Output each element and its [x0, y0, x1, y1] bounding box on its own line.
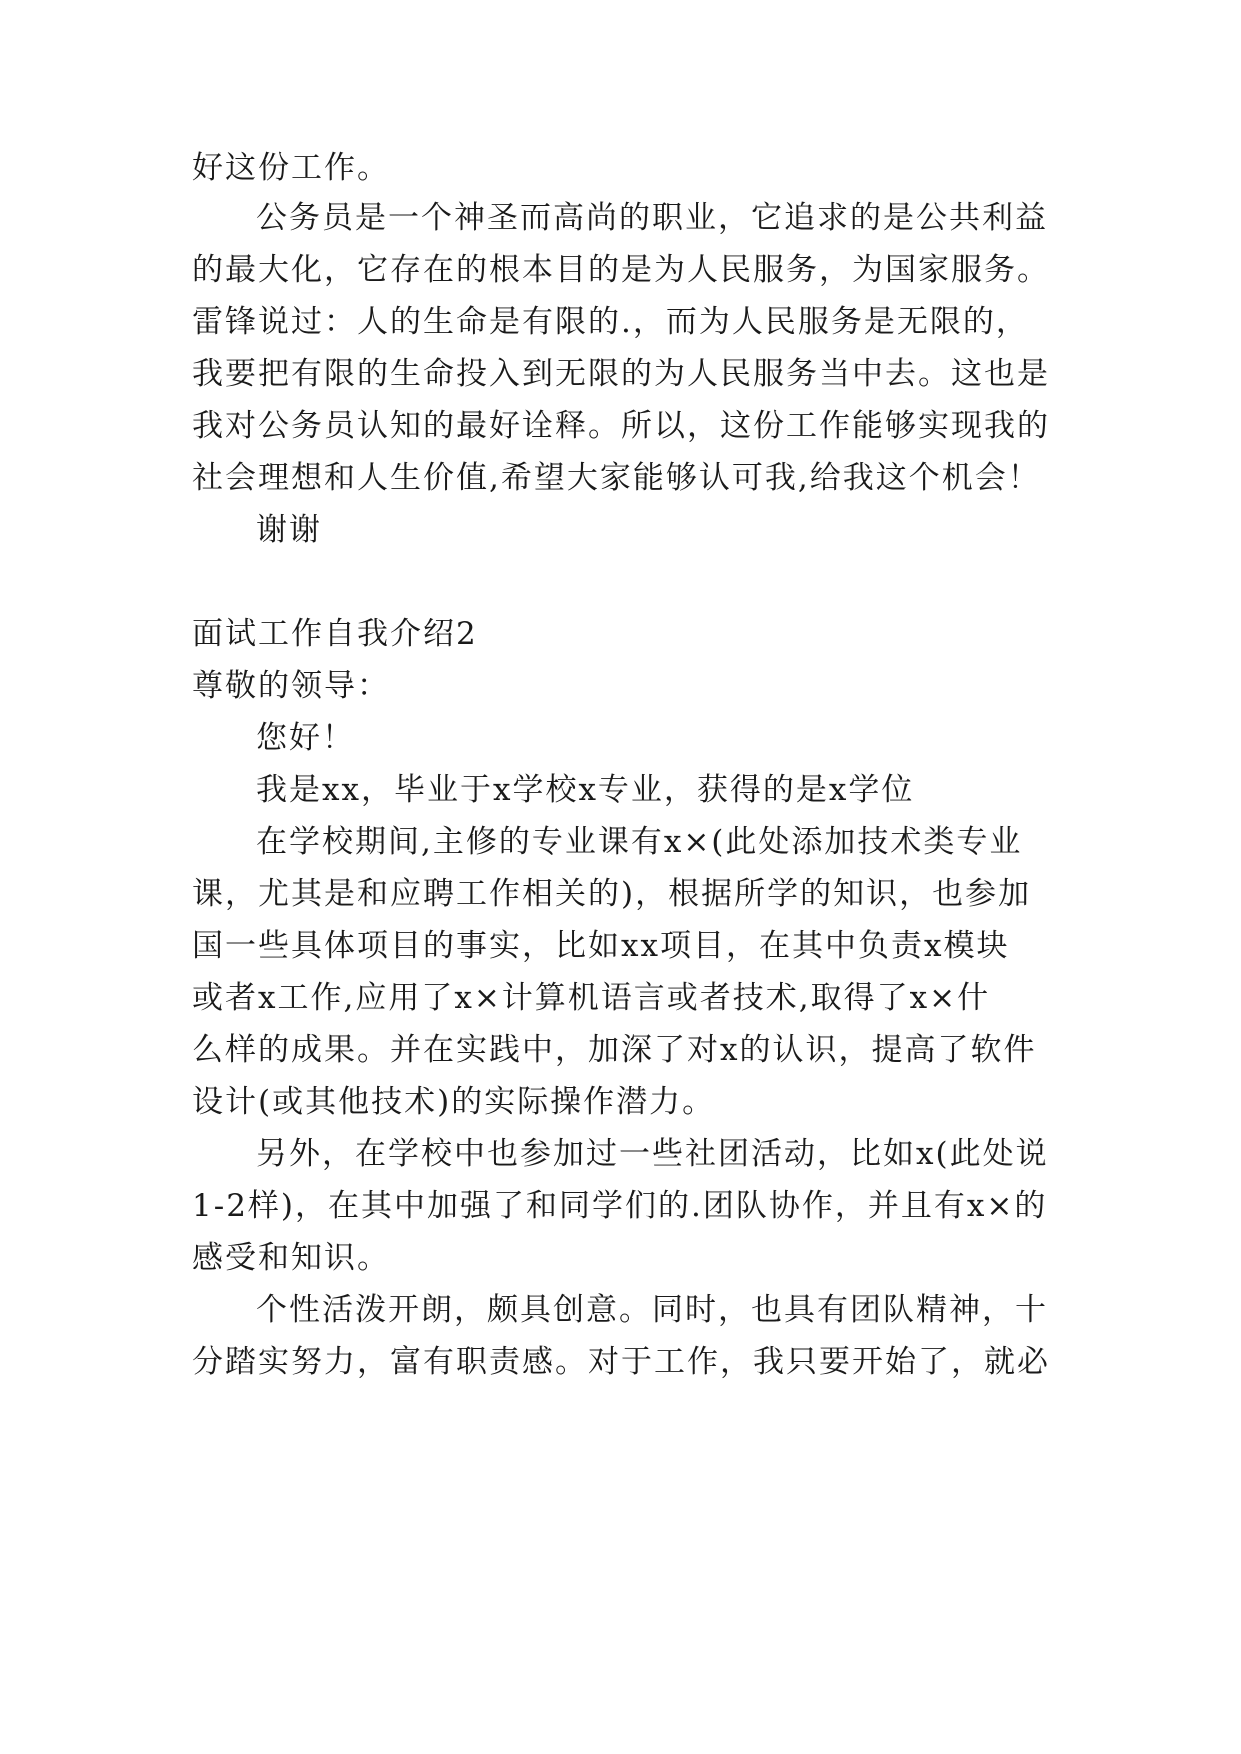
closing-thanks: 谢谢 [256, 512, 322, 548]
text-line: 感受和知识。 [192, 1240, 390, 1276]
paragraph-line: 在学校期间,主修的专业课有x×(此处添加技术类专业 [256, 824, 1023, 860]
paragraph-line: 公务员是一个神圣而高尚的职业，它追求的是公共利益 [256, 200, 1048, 236]
text-line: 1-2样)，在其中加强了和同学们的.团队协作，并且有x×的 [192, 1188, 1048, 1224]
paragraph-line: 我是xx，毕业于x学校x专业，获得的是x学位 [256, 772, 915, 808]
text-line: 我要把有限的生命投入到无限的为人民服务当中去。这也是 [192, 356, 1050, 392]
text-line: 好这份工作。 [192, 150, 390, 186]
greeting: 您好！ [256, 720, 355, 756]
text-line: 课，尤其是和应聘工作相关的)，根据所学的知识，也参加 [192, 876, 1032, 912]
text-line: 的最大化，它存在的根本目的是为人民服务，为国家服务。 [192, 252, 1050, 288]
text-line: 设计(或其他技术)的实际操作潜力。 [192, 1084, 716, 1120]
text-line: 雷锋说过：人的生命是有限的.，而为人民服务是无限的， [192, 304, 1029, 340]
text-line: 国一些具体项目的事实，比如xx项目，在其中负责x模块 [192, 928, 1010, 964]
paragraph-line: 另外，在学校中也参加过一些社团活动，比如x(此处说 [256, 1136, 1049, 1172]
text-line: 分踏实努力，富有职责感。对于工作，我只要开始了，就必 [192, 1344, 1050, 1380]
text-line: 社会理想和人生价值,希望大家能够认可我,给我这个机会！ [192, 460, 1041, 496]
paragraph-line: 个性活泼开朗，颇具创意。同时，也具有团队精神，十 [256, 1292, 1048, 1328]
text-line: 我对公务员认知的最好诠释。所以，这份工作能够实现我的 [192, 408, 1050, 444]
section-heading: 面试工作自我介绍2 [192, 616, 478, 652]
text-line: 么样的成果。并在实践中，加深了对x的认识，提高了软件 [192, 1032, 1037, 1068]
text-line: 或者x工作,应用了x×计算机语言或者技术,取得了x×什 [192, 980, 991, 1016]
salutation: 尊敬的领导： [192, 668, 390, 704]
